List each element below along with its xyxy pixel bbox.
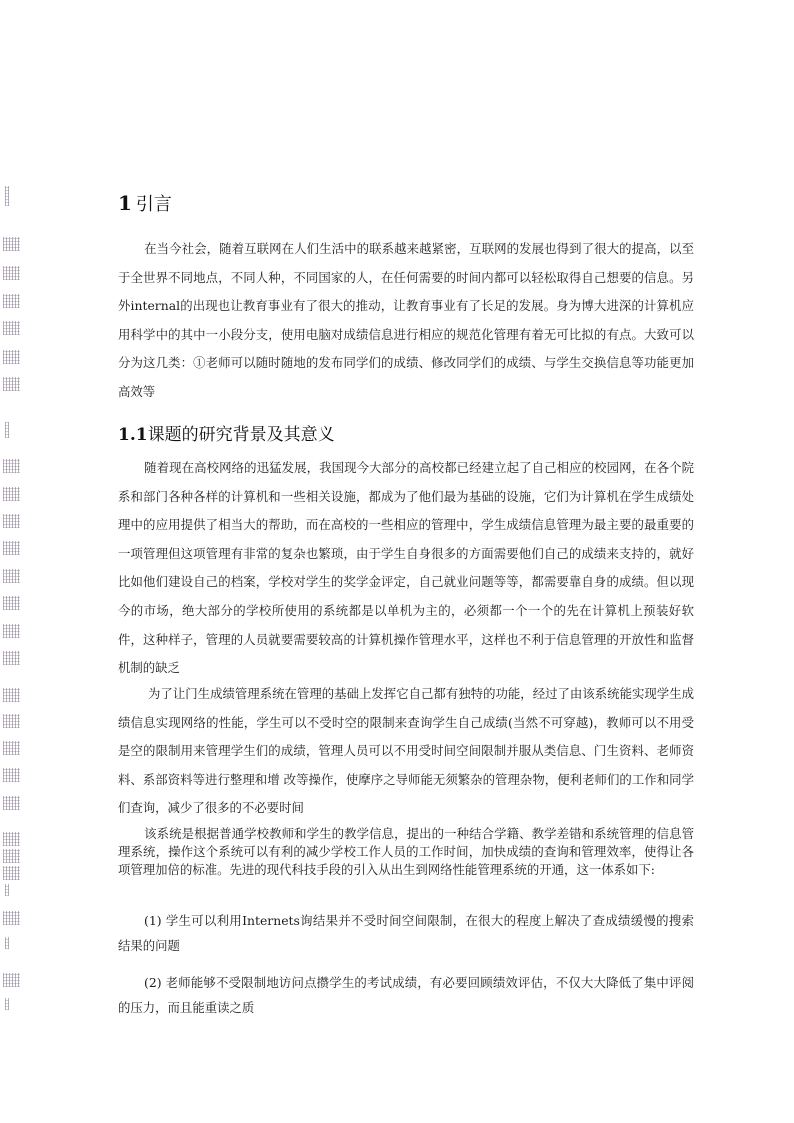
scan-mark — [3, 569, 20, 583]
list-item-1 — [118, 908, 694, 958]
background-paragraph-text: 随着现在高校网络的迅猛发展，我国现今大部分的高校都已经建立起了自己相应的校园网，在各个院系和部门各种各样的计算机和一些相关设施，都成为了他们最为基础的设施，它们为计算机在学生成绩处理中的应用提供了相当大的帮助，而在高校的一些相应的管理中，学生成绩信息管理为最主要的最重要的一项管理但这项管理有非常的复杂也繁琐，由于学生自身很多的方面需要他们自己的成绩来支持的，就好比如他们建设自己的档案，学校对学生的奖学金评定，自己就业问题等等，都需要靠自身的成绩。但以现今的市场，绝大部分的学校所使用的系统都是以单机为主的，必须都一个一个的先在计算机上预装好软件，这种样子，管理的人员就要需要较高的计算机操作管理水平，这样也不利于信息管理的开放性和监督机制的缺乏 — [118, 460, 694, 676]
scan-mark — [5, 884, 9, 896]
list-item-2-text: (2) 老师能够不受限制地访问点攒学生的考试成绩，有必要回顾绩效评估，不仅大大降低了集中评阅的压力，而且能重读之质 — [118, 975, 694, 1015]
section-heading-1-1 — [118, 420, 335, 445]
scan-mark — [3, 714, 20, 728]
scan-mark — [3, 624, 20, 638]
scan-mark — [3, 596, 20, 610]
scan-mark — [3, 321, 20, 335]
scan-mark — [3, 688, 20, 702]
scan-mark — [3, 866, 20, 880]
scan-mark — [3, 768, 20, 782]
system-paragraph-text: 该系统是根据普通学校教师和学生的教学信息，提出的一种结合学籍、教学差错和系统管理的信息管理系统，操作这个系统可以有利的减少学校工作人员的工作时间，加快成绩的查询和管理效率，使得让各项管理加倍的标准。先进的现代科技手段的引入从出生到网络性能管理系统的开通，这一体系如下: — [118, 826, 694, 878]
section-title: 引言 — [135, 194, 172, 215]
scan-mark — [3, 849, 20, 863]
scan-mark — [3, 487, 20, 501]
scan-mark — [3, 237, 20, 251]
intro-paragraph-text: 在当今社会，随着互联网在人们生活中的联系越来越紧密，互联网的发展也得到了很大的提高，以至于全世界不同地点，不同人种，不同国家的人，在任何需要的时间内都可以轻松取得自己想要的信息。另外internal的出现也让教育事业有了很大的推动，让教育事业有了长足的发展。身为博大进深的计算机应用科学中的其中一小段分支，使用电脑对成绩信息进行相应的规范化管理有着无可比拟的有点。大致可以分为这几类：①老师可以随时随地的发布同学们的成绩、修改同学们的成绩、与学生交换信息等功能更加高效等 — [118, 241, 694, 399]
scan-mark — [5, 998, 9, 1010]
scan-mark — [5, 937, 9, 949]
scan-mark — [3, 459, 20, 473]
scan-mark — [3, 911, 20, 925]
scan-mark — [3, 832, 20, 846]
left-margin-scan-marks — [0, 0, 30, 1123]
list-item-1-text: (1) 学生可以利用Internets询结果并不受时间空间限制，在很大的程度上解决了查成绩缓慢的搜索结果的问题 — [118, 913, 694, 953]
purpose-paragraph-text: 为了让门生成绩管理系统在管理的基础上发挥它自己都有独特的功能，经过了由该系统能实现学生成绩信息实现网络的性能，学生可以不受时空的限制来查询学生自己成绩(当然不可穿越)，教师可以不用受是空的限制用来管理学生们的成绩，管理人员可以不用受时间空间限制并服从类信息、门生资料、老师资料、系部资料等进行整理和增 改等操作，使摩序之导师能无须繁杂的管理杂物，便利老师们的工作和同学们查询，减少了很多的不必要时间 — [118, 686, 694, 816]
intro-paragraph — [118, 235, 694, 407]
scan-mark — [5, 186, 9, 206]
scan-mark — [3, 294, 20, 308]
scan-mark — [3, 377, 20, 391]
background-paragraph — [118, 454, 694, 683]
scan-mark — [3, 796, 20, 810]
system-paragraph — [118, 825, 694, 880]
scan-mark — [3, 973, 20, 987]
scan-mark — [3, 541, 20, 555]
scan-mark — [3, 741, 20, 755]
scan-mark — [3, 514, 20, 528]
subsection-number: 1.1 — [118, 425, 148, 445]
subsection-title: 课题的研究背景及其意义 — [147, 425, 335, 445]
scan-mark — [3, 651, 20, 665]
purpose-paragraph — [118, 680, 694, 823]
scan-mark — [5, 422, 9, 438]
scan-mark — [3, 350, 20, 364]
list-item-2 — [118, 970, 694, 1020]
section-number: 1 — [118, 191, 132, 215]
scan-mark — [3, 266, 20, 280]
section-heading-1 — [118, 190, 172, 216]
